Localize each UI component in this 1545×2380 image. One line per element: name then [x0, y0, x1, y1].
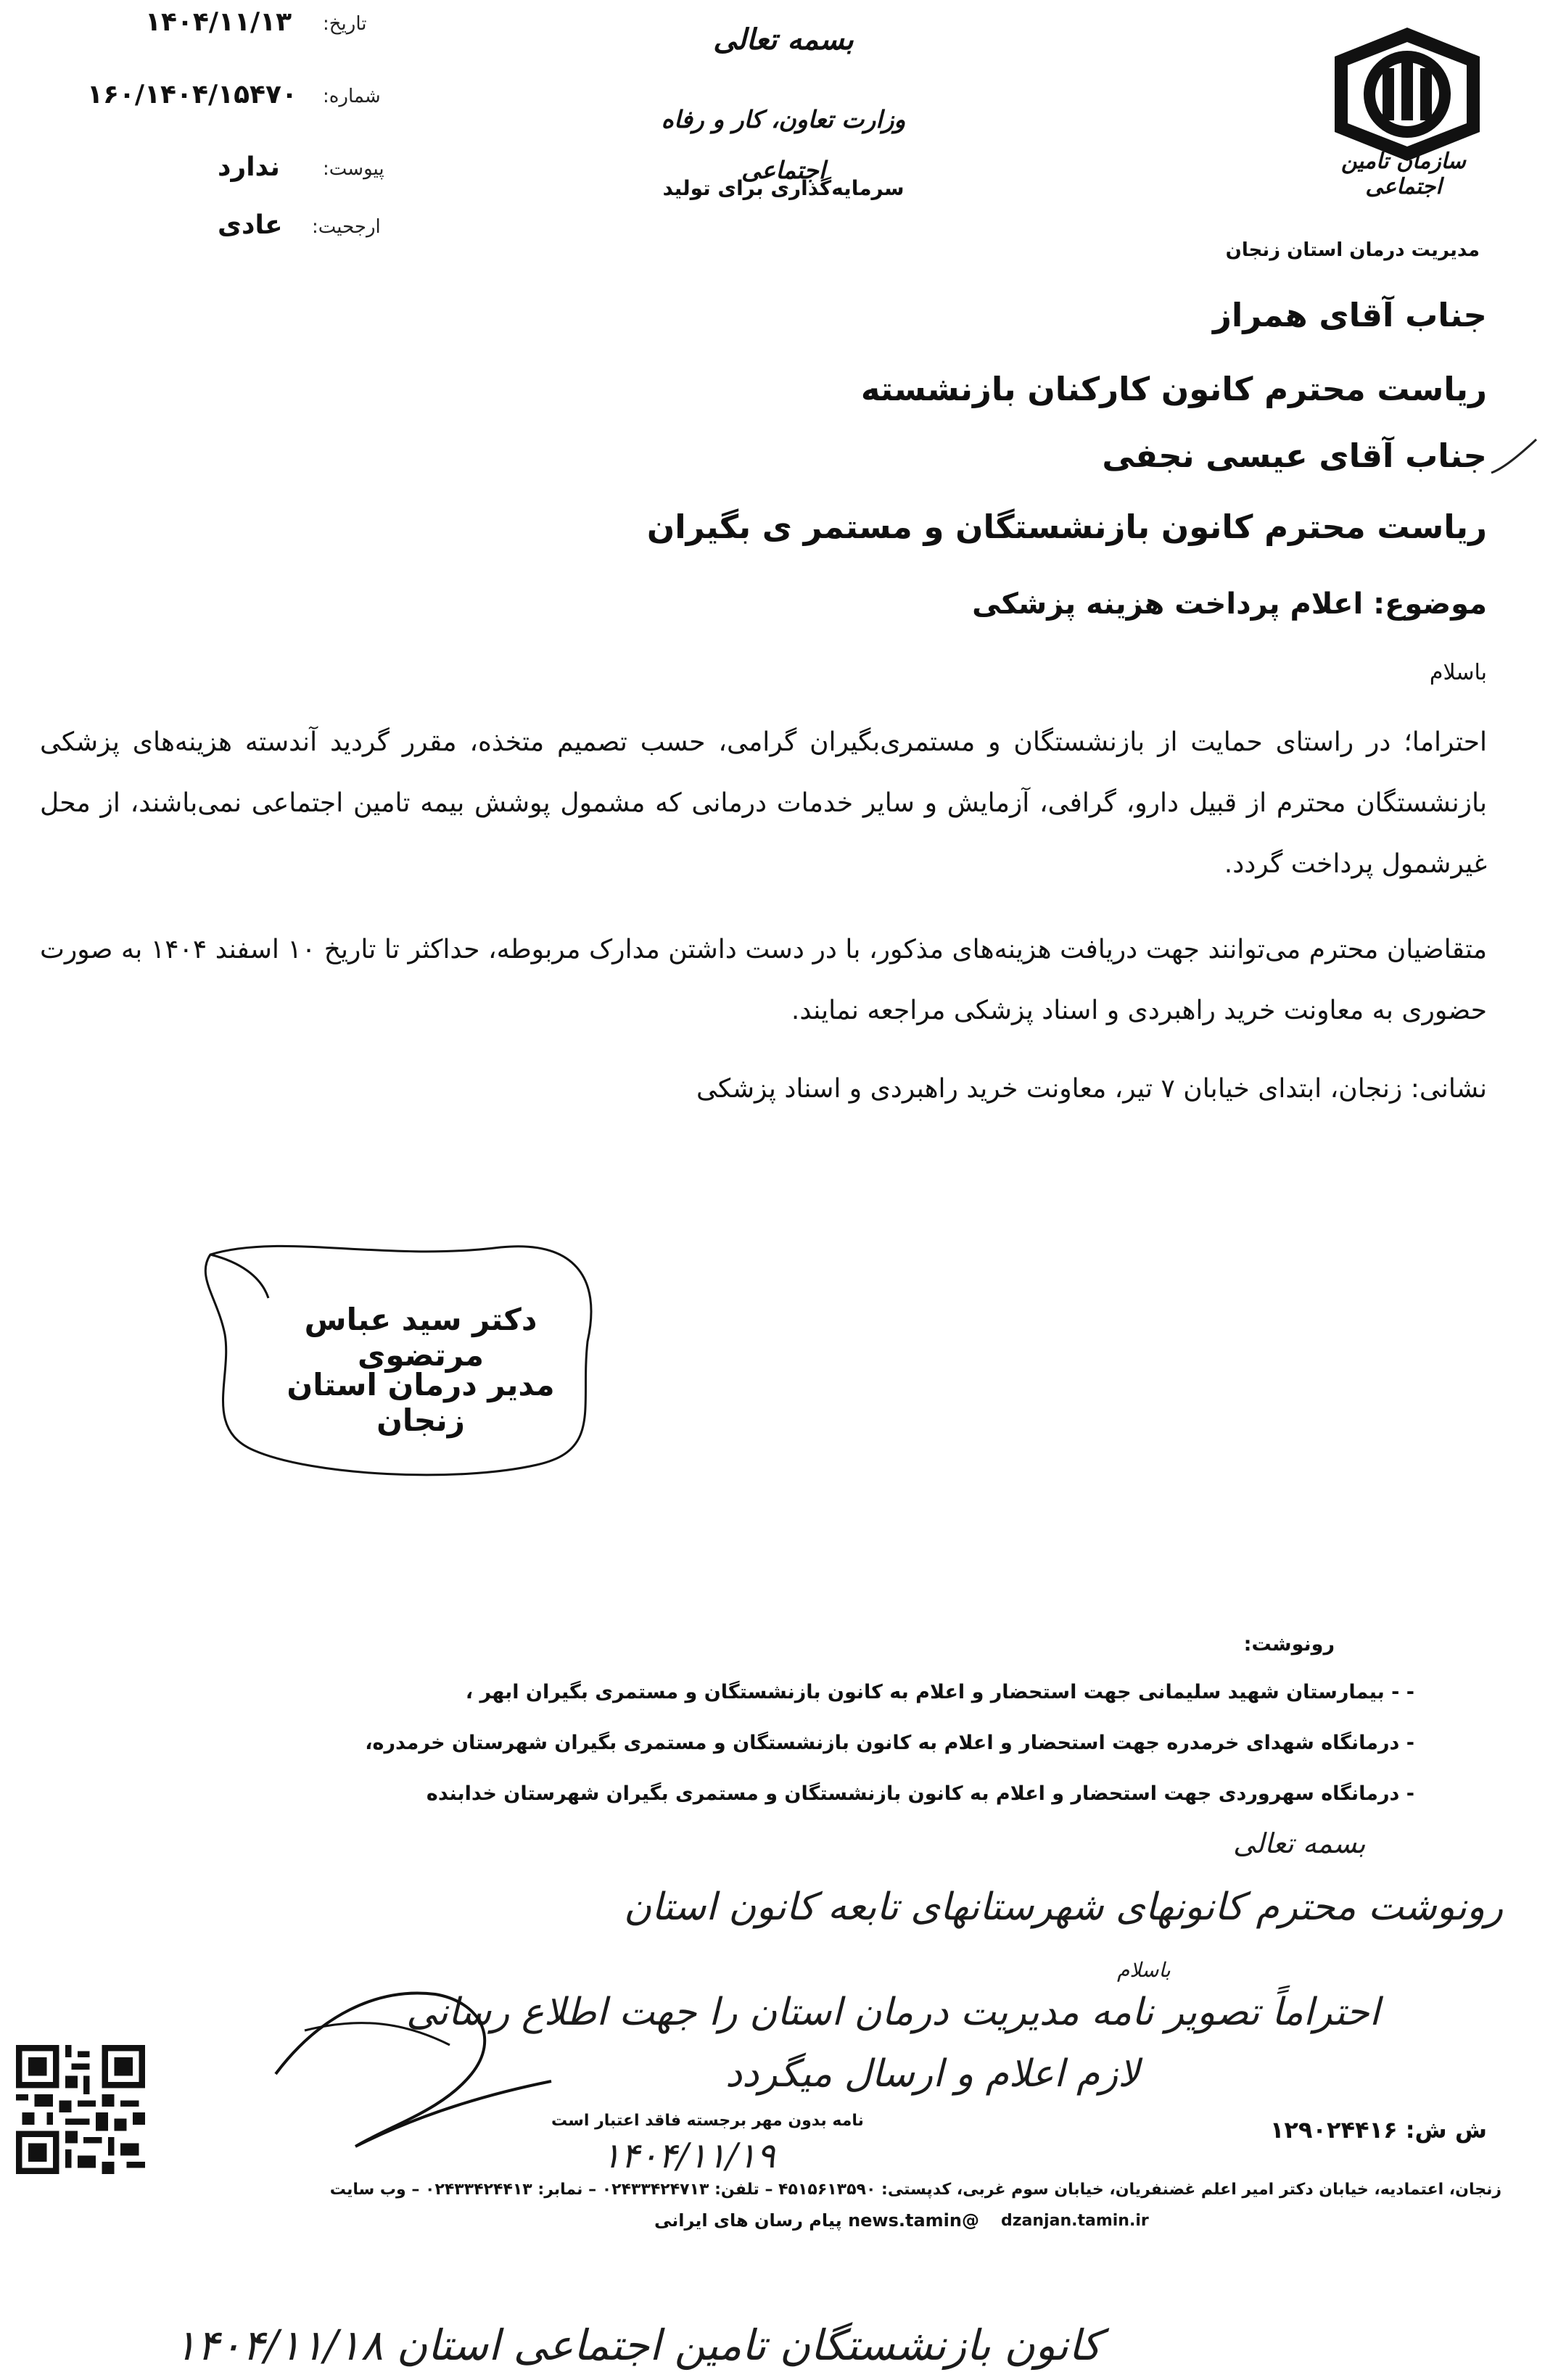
letter-heading [624, 15, 943, 210]
cc-title: رونوشت: [1243, 1633, 1335, 1656]
handwritten-line: رونوشت محترم کانونهای شهرستانهای تابعه کانون استان [624, 1885, 1504, 1929]
addressee-1-title: ریاست محترم کانون کارکنان بازنشسته [860, 370, 1487, 408]
handwritten-bismillah: بسمه تعالی [1233, 1827, 1366, 1859]
qr-code-icon [16, 2045, 145, 2174]
date-label: تاریخ: [323, 13, 367, 35]
addressee-2: جناب آقای عیسی نجفی [1102, 437, 1487, 475]
handwritten-greeting: باسلام [1117, 1958, 1171, 1982]
stamp-notice: نامه بدون مهر برجسته فاقد اعتبار است [551, 2112, 864, 2130]
letter-subject: موضوع: اعلام پرداخت هزینه پزشکی [972, 587, 1487, 621]
signer-name: دکتر سید عباس مرتضوی [304, 1302, 537, 1373]
body-address: نشانی: زنجان، ابتدای خیابان ۷ تیر، معاونت خرید راهبردی و اسناد پزشکی [696, 1074, 1487, 1104]
date-value: ۱۴۰۴/۱۱/۱۳ [145, 7, 292, 37]
serial-number: ش ش: ۱۲۹۰۲۴۴۱۶ [1269, 2116, 1487, 2144]
handwritten-line: احتراماً تصویر نامه مدیریت درمان استان را جهت اطلاع رسانی [406, 1991, 1380, 2034]
signer-title: مدیر درمان استان زنجان [287, 1367, 555, 1438]
handwritten-check-icon [1488, 435, 1539, 479]
addressee-1: جناب آقای همراز [1213, 296, 1487, 334]
footer-messenger: @news.tamin پیام رسان های ایرانی [654, 2210, 979, 2231]
tamin-logo-icon [1313, 22, 1501, 167]
ministry-name: وزارت تعاون، کار و رفاه اجتماعی [661, 105, 906, 184]
greeting: باسلام [1429, 660, 1487, 685]
attachment-value: ندارد [218, 152, 280, 182]
handwritten-line: لازم اعلام و ارسال میگردد [725, 2052, 1140, 2096]
number-value: ۱۶۰/۱۴۰۴/۱۵۴۷۰ [87, 80, 297, 110]
priority-value: عادی [218, 210, 283, 240]
body-paragraph-2: متقاضیان محترم می‌توانند جهت دریافت هزینه‌های مذکور، با در دست داشتن مدارک مربوطه، حداکثر تا تاریخ ۱۰ اسفند ۱۴۰۴ به صورت حضوری به معاونت خرید راهبردی و اسناد پزشکی مراجعه نمایند. [40, 935, 1487, 1025]
cc-item: - درمانگاه شهدای خرمدره جهت استحضار و اعلام به کانون بازنشستگان و مستمری بگیران شهرستان خرمدره، [365, 1732, 1414, 1754]
priority-label: ارجحیت: [312, 216, 381, 238]
attachment-label: پیوست: [323, 158, 384, 180]
footer-website: dzanjan.tamin.ir [1001, 2212, 1149, 2230]
handwritten-date: ۱۴۰۴/۱۱/۱۹ [602, 2136, 775, 2176]
cc-item: - - بیمارستان شهید سلیمانی جهت استحضار و اعلام به کانون بازنشستگان و مستمری بگیران ابهر ، [465, 1681, 1414, 1703]
handwritten-signature-icon [261, 1972, 566, 2168]
body-paragraph-1: احتراما؛ در راستای حمایت از بازنشستگان و مستمری‌بگیران گرامی، حسب تصمیم متخذه، مقرر گردید آندسته هزینه‌های پزشکی بازنشستگان محترم از قبیل دارو، گرافی، آزمایش و سایر خدمات درمانی که مشمول پوشش بیمه تامین اجتماعی نمی‌باشند، از محل غیرشمول پرداخت گردد. [40, 727, 1487, 879]
organization-name: سازمان تامین اجتماعی [1341, 149, 1466, 199]
bismillah: بسمه تعالی [713, 22, 854, 57]
cc-item: - درمانگاه سهروردی جهت استحضار و اعلام به کانون بازنشستگان و مستمری بگیران شهرستان خدابنده [426, 1782, 1414, 1805]
number-label: شماره: [323, 86, 381, 107]
department-name: مدیریت درمان استان زنجان [1225, 239, 1480, 261]
handwritten-bottom-note: کانون بازنشستگان تامین اجتماعی استان ۱۴۰۴/۱۱/۱۸ [174, 2321, 1102, 2370]
footer-address: زنجان، اعتمادیه، خیابان دکتر امیر اعلم غضنفریان، خیابان سوم غربی، کدپستی: ۴۵۱۵۶۱۳۵۹۰ – تلفن: ۰۲۴۳۳۴۲۴۷۱۳ – نمابر: ۰۲۴۳۳۴۲۴۴۱۳ – وب سایت [329, 2181, 1501, 2199]
slogan: سرمایه‌گذاری برای تولید [662, 176, 905, 200]
addressee-2-title: ریاست محترم کانون بازنشستگان و مستمر ی بگیران [646, 508, 1487, 546]
